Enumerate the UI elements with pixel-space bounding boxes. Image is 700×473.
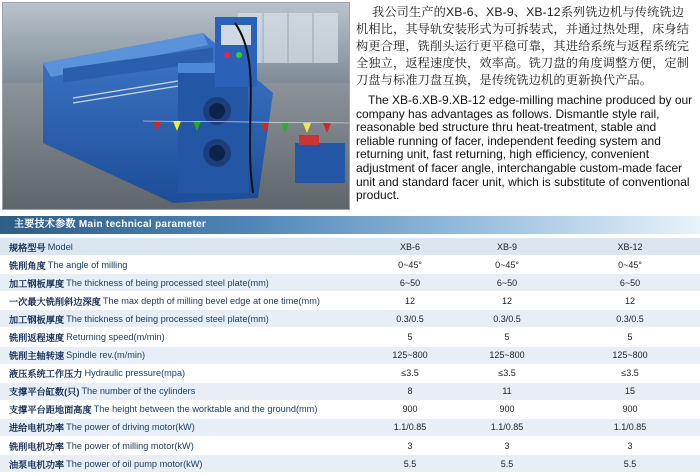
row-label-en: The height between the worktable and the ground(mm) (93, 404, 318, 415)
row-label-en: The thickness of being processed steel plate(mm) (66, 313, 269, 324)
row-label-cn: 支撑平台缸数(只) (9, 387, 80, 398)
row-value-1: ≤3.5 (401, 368, 419, 379)
intro-english-text: The XB-6.XB-9.XB-12 edge-milling machine produced by our company has advantages as follows. Dismantle style rail, reasonable bed structure thru heat-treatment, stable and reliable running of facer, independent feeding system and returning unit, fast returning, high efficiency, convenient adjustment of facer angle, interchangable custom-made facer unit and standard facer unit, which is substitute of conventional product. (356, 93, 693, 203)
row-label (9, 383, 195, 400)
table-row (0, 383, 700, 401)
row-label (9, 328, 165, 345)
row-label-cn: 液压系统工作压力 (9, 369, 83, 380)
row-value-2: 0.3/0.5 (493, 313, 521, 324)
spec-table (0, 238, 700, 473)
row-label-cn: 加工钢板厚度 (9, 278, 65, 289)
row-value-3: 5.5 (623, 458, 637, 469)
row-label-en: The power of driving motor(kW) (66, 422, 195, 433)
row-value-2: 1.1/0.85 (490, 422, 524, 433)
row-value-2: 900 (499, 404, 515, 415)
row-value-2: 0~45° (495, 259, 519, 270)
row-value-3: 3 (627, 440, 633, 451)
row-value-3: 125~800 (612, 350, 648, 361)
row-label-en: Hydraulic pressure(mpa) (84, 368, 186, 379)
row-value-1: 6~50 (399, 277, 421, 288)
row-label-en: The angle of milling (47, 259, 128, 270)
row-value-2: 3 (504, 440, 510, 451)
row-label-en: The number of the cylinders (81, 386, 196, 397)
row-value-2: 5 (504, 332, 510, 343)
table-row (0, 455, 700, 473)
row-label-cn: 支撑平台距地面高度 (9, 405, 92, 416)
row-label (9, 401, 317, 418)
row-value-3: 0.3/0.5 (616, 313, 644, 324)
row-label-cn: 铣削角度 (9, 260, 46, 271)
row-value-1: 0.3/0.5 (396, 313, 424, 324)
row-value-1: 3 (407, 440, 413, 451)
row-value-3: ≤3.5 (621, 368, 639, 379)
row-value-2: 12 (501, 295, 512, 306)
row-label-cn: 一次最大铣削斜边深度 (9, 296, 101, 307)
row-label (9, 347, 145, 364)
table-row (0, 292, 700, 310)
row-label-cn: 加工钢板厚度 (9, 314, 65, 325)
row-label-en: Spindle rev.(m/min) (66, 350, 146, 361)
row-label-en: Model (47, 241, 73, 252)
row-label-cn: 铣削主轴转速 (9, 351, 65, 362)
row-label (9, 365, 185, 382)
row-label (9, 292, 320, 309)
row-value-3: 15 (624, 386, 635, 397)
row-label (9, 419, 195, 436)
row-label (9, 455, 202, 472)
table-row (0, 328, 700, 346)
row-label (9, 274, 269, 291)
section-header-bar (0, 216, 700, 234)
row-label-en: The power of oil pump motor(kW) (66, 458, 203, 469)
row-label (9, 437, 194, 454)
row-label-en: The power of milling motor(kW) (66, 440, 194, 451)
row-label-cn: 规格型号 (9, 242, 46, 253)
row-value-1: 1.1/0.85 (393, 422, 427, 433)
table-header-row (0, 238, 700, 256)
row-value-1: 5 (407, 332, 413, 343)
table-row (0, 274, 700, 292)
row-label-cn: 铣削返程速度 (9, 333, 65, 344)
row-value-3: 6~50 (619, 277, 641, 288)
table-row (0, 437, 700, 455)
row-label-en: The max depth of milling bevel edge at one time(mm) (102, 295, 320, 306)
table-row (0, 310, 700, 328)
row-value-2: XB-9 (496, 241, 517, 252)
row-label-en: Returning speed(m/min) (66, 332, 165, 343)
row-value-3: 12 (624, 295, 635, 306)
product-photo (2, 2, 350, 210)
row-value-2: 5.5 (500, 458, 514, 469)
row-label-en: The thickness of being processed steel plate(mm) (66, 277, 269, 288)
row-label-cn: 铣削电机功率 (9, 441, 65, 452)
table-row (0, 256, 700, 274)
row-label-cn: 进给电机功率 (9, 423, 65, 434)
row-value-1: 900 (402, 404, 418, 415)
row-value-1: 0~45° (398, 259, 422, 270)
row-label (9, 256, 127, 273)
row-value-1: XB-6 (399, 241, 420, 252)
row-value-3: 900 (622, 404, 638, 415)
row-value-3: 0~45° (618, 259, 642, 270)
intro-chinese-text: 我公司生产的XB-6、XB-9、XB-12系列铣边机与传统铣边机相比，其导轨安装形式为可拆装式，并通过热处理，床身结构更合理，铣削头运行更平稳可靠，其进给系统与返程系统完全独立，返程速度快，效率高。铣刀盘的角度调整方便，定制刀盘与标准刀盘互换，是传统铣边机的更新换代产品。 (356, 5, 690, 87)
row-value-3: 5 (627, 332, 633, 343)
row-value-2: ≤3.5 (498, 368, 516, 379)
table-row (0, 401, 700, 419)
table-row (0, 419, 700, 437)
table-row (0, 365, 700, 383)
row-value-3: 1.1/0.85 (613, 422, 647, 433)
section-title: 主要技术参数 Main technical parameter (14, 219, 207, 230)
row-label-cn: 油泵电机功率 (9, 459, 65, 470)
row-value-2: 11 (502, 386, 512, 397)
row-label (9, 310, 269, 327)
row-value-2: 125~800 (489, 350, 525, 361)
row-value-3: XB-12 (617, 241, 643, 252)
row-value-1: 12 (404, 295, 415, 306)
row-value-1: 5.5 (403, 458, 417, 469)
row-value-1: 125~800 (392, 350, 428, 361)
row-label (9, 238, 73, 255)
edge-milling-machine-illustration (3, 3, 349, 209)
table-row (0, 347, 700, 365)
row-value-1: 8 (407, 386, 413, 397)
row-value-2: 6~50 (496, 277, 518, 288)
